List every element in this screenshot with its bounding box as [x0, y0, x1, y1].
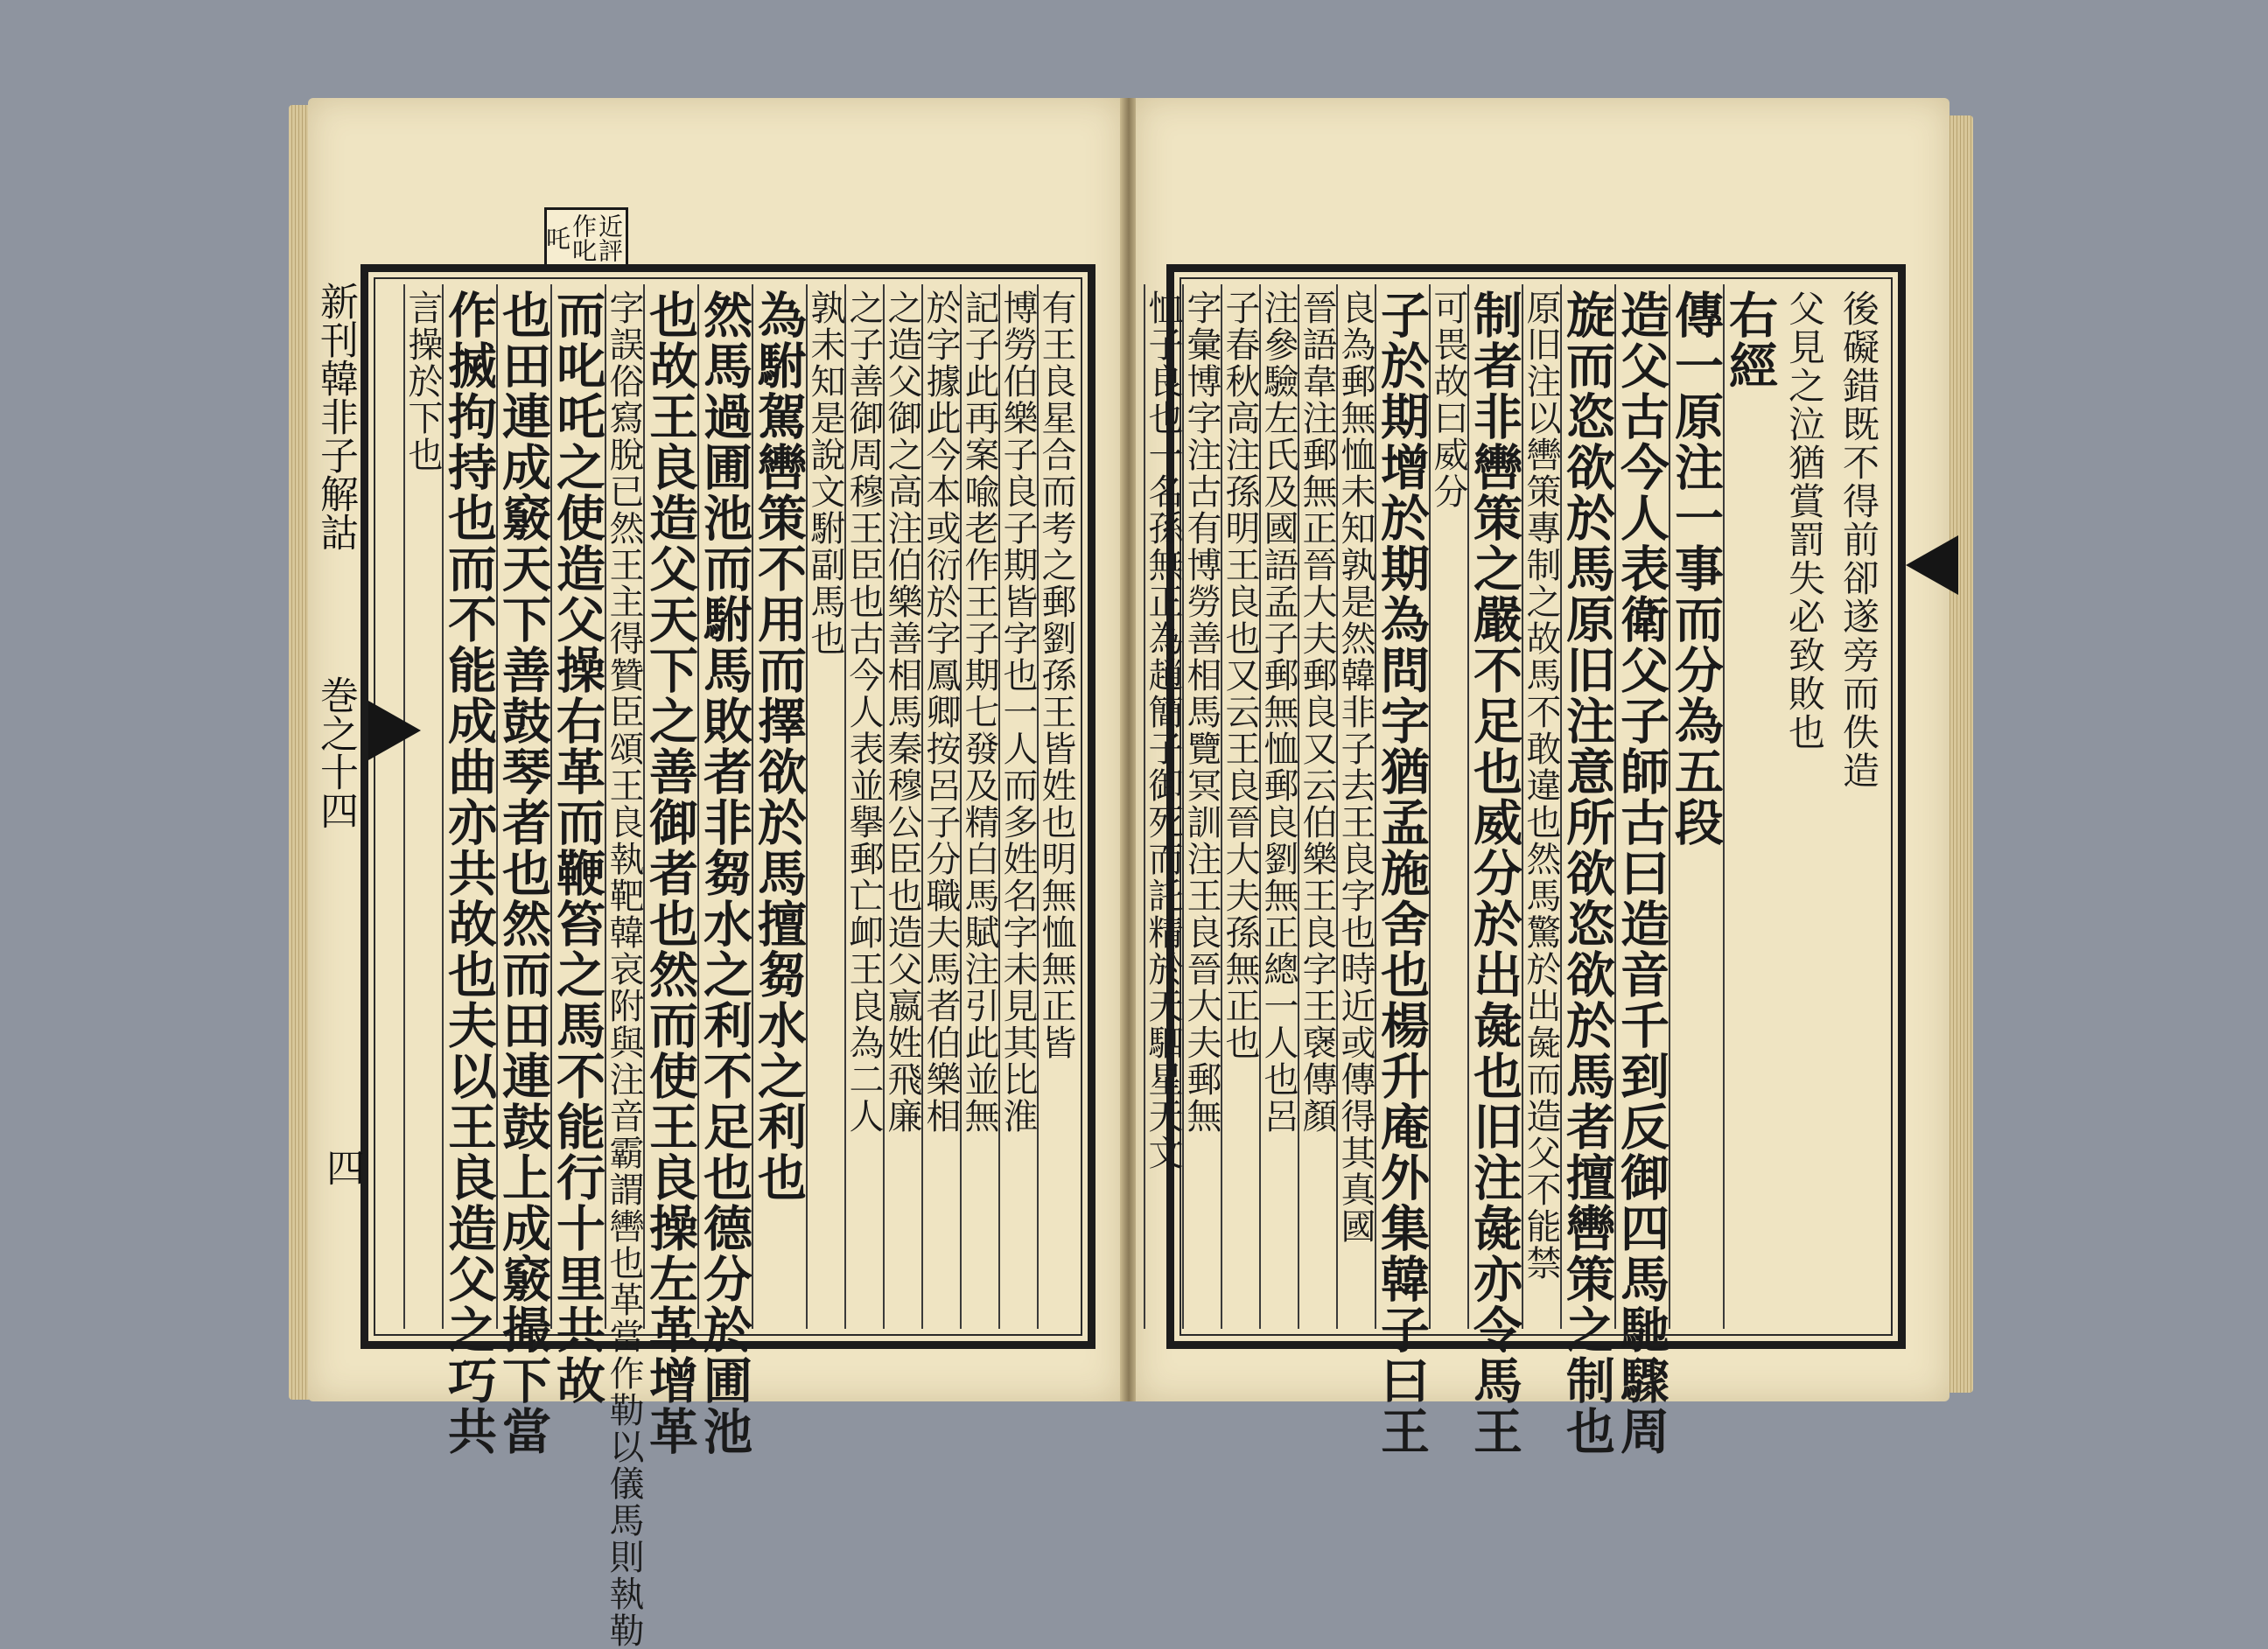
right_page-column-3: 傳一原注一事而分為五段	[1669, 284, 1723, 1329]
right_page-column-7: 制者非轡策之嚴不足也威分於出彘也旧注彘亦令馬王	[1467, 284, 1522, 1329]
left_page-column-1: 博勞伯樂子良子期皆字也一人而多姓名字未見其比淮	[998, 284, 1037, 1329]
right_page-column-5: 旋而恣欲於馬原旧注意所欲恣欲於馬者擅轡策之制也	[1560, 284, 1614, 1329]
left_page-column-5: 之子善御周穆王臣也古今人表並擧郵亡卹王良為二人	[844, 284, 883, 1329]
right_page-column-9: 子於期增於期為問字猶孟施舍也楊升庵外集韓子曰王	[1375, 284, 1429, 1329]
page-number: 四	[319, 1148, 364, 1186]
left_page-column-0: 有王良星合而考之郵劉孫王皆姓也明無恤無正皆	[1037, 284, 1075, 1329]
right_page-column-14: 字彙博字注古有博勞善相馬覽冥訓注王良晉大夫郵無	[1182, 284, 1221, 1329]
right_page-column-11: 晉語韋注郵無正晉大夫郵良又云伯樂王良字王襃傳顏	[1298, 284, 1336, 1329]
left_page-column-3: 於字據此今本或衍於字鳳卿按呂子分職夫馬者伯樂相	[921, 284, 960, 1329]
left_page-column-8: 然馬過圃池而駙馬敗者非芻水之利不足也德分於圃池	[697, 284, 752, 1329]
fishtail-marker-right-icon	[1906, 535, 1958, 595]
volume-label: 巻之十四	[313, 675, 358, 829]
left_page-column-12: 也田連成竅天下善鼓琴者也然而田連鼓上成竅撮下當	[496, 284, 550, 1329]
fishtail-marker-icon	[368, 701, 421, 760]
right-text-columns	[1143, 284, 1886, 1457]
book-gutter	[1120, 98, 1138, 1401]
right_page-column-12: 注參驗左氏及國語孟子郵無恤郵良劉無正總一人也呂	[1259, 284, 1298, 1329]
right-page-frame	[1143, 264, 1906, 1457]
left-margin-strip	[308, 273, 364, 1323]
left-page-frame	[360, 264, 1096, 1649]
left_page-column-14: 言操於下也	[403, 284, 442, 1329]
open-book	[298, 98, 1960, 1649]
right_page-column-1: 父見之泣猶賞罰失必致敗也	[1783, 290, 1826, 751]
left-text-columns	[381, 284, 1076, 1649]
right_page-column-2: 右經	[1723, 284, 1777, 1329]
left_page-column-11: 而叱吒之使造父操右革而鞭笞之馬不能行十里共故	[550, 284, 605, 1329]
right-page	[1136, 98, 1950, 1457]
left_page-column-7: 為駙駕轡策不用而擇欲於馬擅芻水之利也	[752, 284, 806, 1329]
right_page-column-0: 後礙錯既不得前卻遂旁而佚造	[1838, 290, 1880, 790]
page-edges-right	[1947, 115, 1973, 1393]
right_page-column-8: 可畏故曰威分	[1429, 284, 1467, 1329]
left_page-column-2: 記子此再案喩老作王子期七發及精白馬賦注引此並無	[960, 284, 998, 1329]
left_page-column-4: 之造父御之高注伯樂善相馬秦穆公臣也造父嬴姓飛廉	[883, 284, 921, 1329]
book-title: 新刊韓非子解詁	[313, 282, 358, 551]
left_page-column-9: 也故王良造父天下之善御者也然而使王良操左革增革	[643, 284, 697, 1329]
right_page-column-6: 原旧注以轡策專制之故馬不敢違也然馬驚於出彘而造父不能禁	[1522, 284, 1560, 1329]
seal-note: 近評作叱吒	[544, 207, 628, 269]
left_page-column-10: 字誤俗寫脫已然王主得贊臣頌王良執靶韓哀附與注音霸謂轡也革當作勒以儀馬則執勒	[605, 284, 643, 1329]
right_page-column-13: 子春秋高注孫明王良也又云王良晉大夫孫無正也	[1221, 284, 1259, 1329]
left-page	[308, 98, 1122, 1649]
left_page-column-6: 孰未知是說文駙副馬也	[806, 284, 844, 1329]
left_page-column-13: 作搣拘持也而不能成曲亦共故也夫以王良造父之巧共	[442, 284, 496, 1329]
right_page-column-10: 良為郵無恤未知孰是然韓非子去王良字也時近或傳得其真國	[1336, 284, 1375, 1329]
right_page-column-15: 恤子良也一名孫無正為趙簡子御死而託精於天駟星天文	[1144, 284, 1182, 1329]
right_page-column-4: 造父古今人表衛父子師古曰造音千到反御四馬馳驟周	[1614, 284, 1669, 1329]
